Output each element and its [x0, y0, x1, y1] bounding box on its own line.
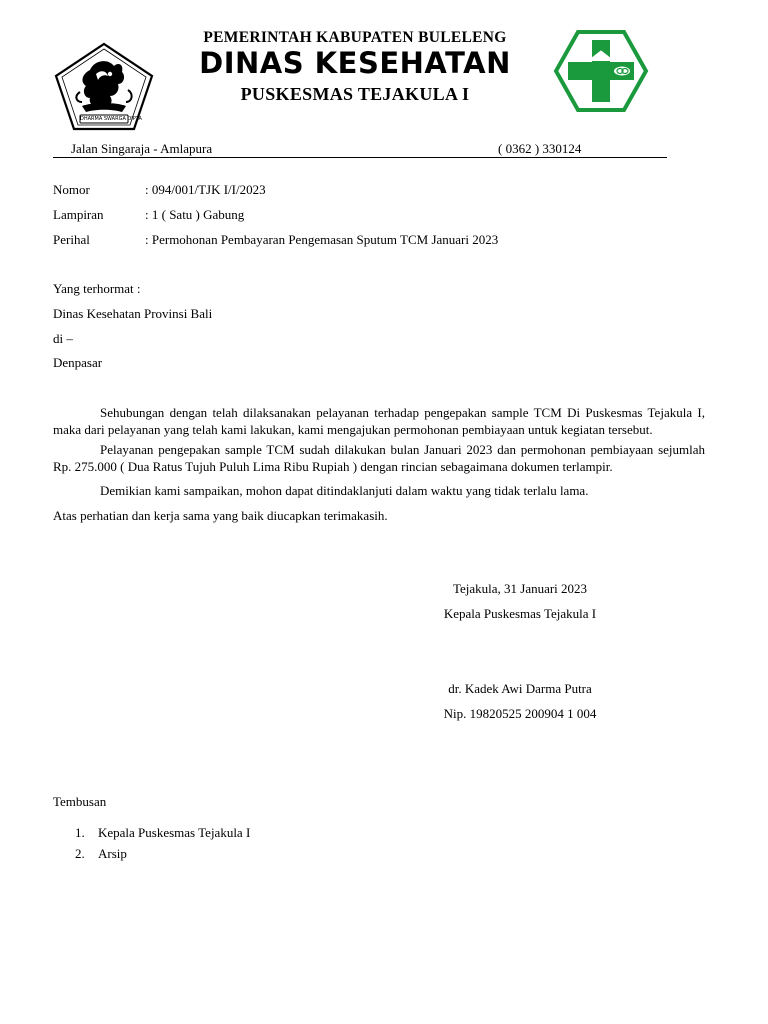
salutation: Yang terhormat :: [53, 281, 141, 296]
government-title: PEMERINTAH KABUPATEN BULELENG: [203, 29, 507, 46]
signature-name: dr. Kadek Awi Darma Putra: [448, 681, 592, 696]
signature-position: Kepala Puskesmas Tejakula I: [443, 606, 597, 621]
cc-item-number: 2.: [75, 846, 85, 861]
cc-item-text: Kepala Puskesmas Tejakula I: [98, 825, 251, 840]
meta-label-lampiran: Lampiran: [53, 207, 104, 222]
cc-title: Tembusan: [53, 794, 107, 809]
seal-motto: DHARMA SWARGA DIPTA: [80, 116, 142, 122]
recipient-name: Dinas Kesehatan Provinsi Bali: [53, 306, 213, 321]
address-phone: ( 0362 ) 330124: [498, 141, 582, 156]
cc-item-text: Arsip: [98, 846, 127, 861]
body-paragraph-3: Demikian kami sampaikan, mohon dapat ditindaklanjuti dalam waktu yang tidak terlalu lama.: [100, 483, 589, 498]
recipient-di: di –: [53, 331, 73, 346]
puskesmas-cross-icon: [554, 30, 648, 112]
agency-title: DINAS KESEHATAN: [199, 46, 511, 80]
address-street: Jalan Singaraja - Amlapura: [71, 141, 213, 156]
meta-label-perihal: Perihal: [53, 232, 90, 247]
meta-value-perihal: : Permohonan Pembayaran Pengemasan Sputum TCM Januari 2023: [145, 232, 499, 247]
unit-title: PUSKESMAS TEJAKULA I: [240, 84, 470, 104]
body-paragraph-2: Pelayanan pengepakan sample TCM sudah dilakukan bulan Januari 2023 dan permohonan pembiayaan sejumlah Rp. 275.000 ( Dua Ratus Tujuh Puluh Lima Ribu Rupiah ) dengan rincian sebagaimana dokumen terlampir.: [53, 442, 705, 474]
body-paragraph-4: Atas perhatian dan kerja sama yang baik diucapkan terimakasih.: [53, 508, 388, 523]
header-divider: [53, 157, 667, 158]
recipient-city: Denpasar: [53, 355, 103, 370]
meta-label-nomor: Nomor: [53, 182, 90, 197]
meta-value-nomor: : 094/001/TJK I/I/2023: [145, 182, 266, 197]
cc-item-number: 1.: [75, 825, 85, 840]
body-paragraph-1: Sehubungan dengan telah dilaksanakan pelayanan terhadap pengepakan sample TCM Di Puskesmas Tejakula I, maka dari pelayanan yang telah kami lakukan, kami mengajukan permohonan pembiayaan untuk kegiatan tersebut.: [53, 405, 705, 437]
signature-place-date: Tejakula, 31 Januari 2023: [452, 581, 588, 596]
signature-nip: Nip. 19820525 200904 1 004: [443, 706, 597, 721]
meta-value-lampiran: : 1 ( Satu ) Gabung: [145, 207, 245, 222]
